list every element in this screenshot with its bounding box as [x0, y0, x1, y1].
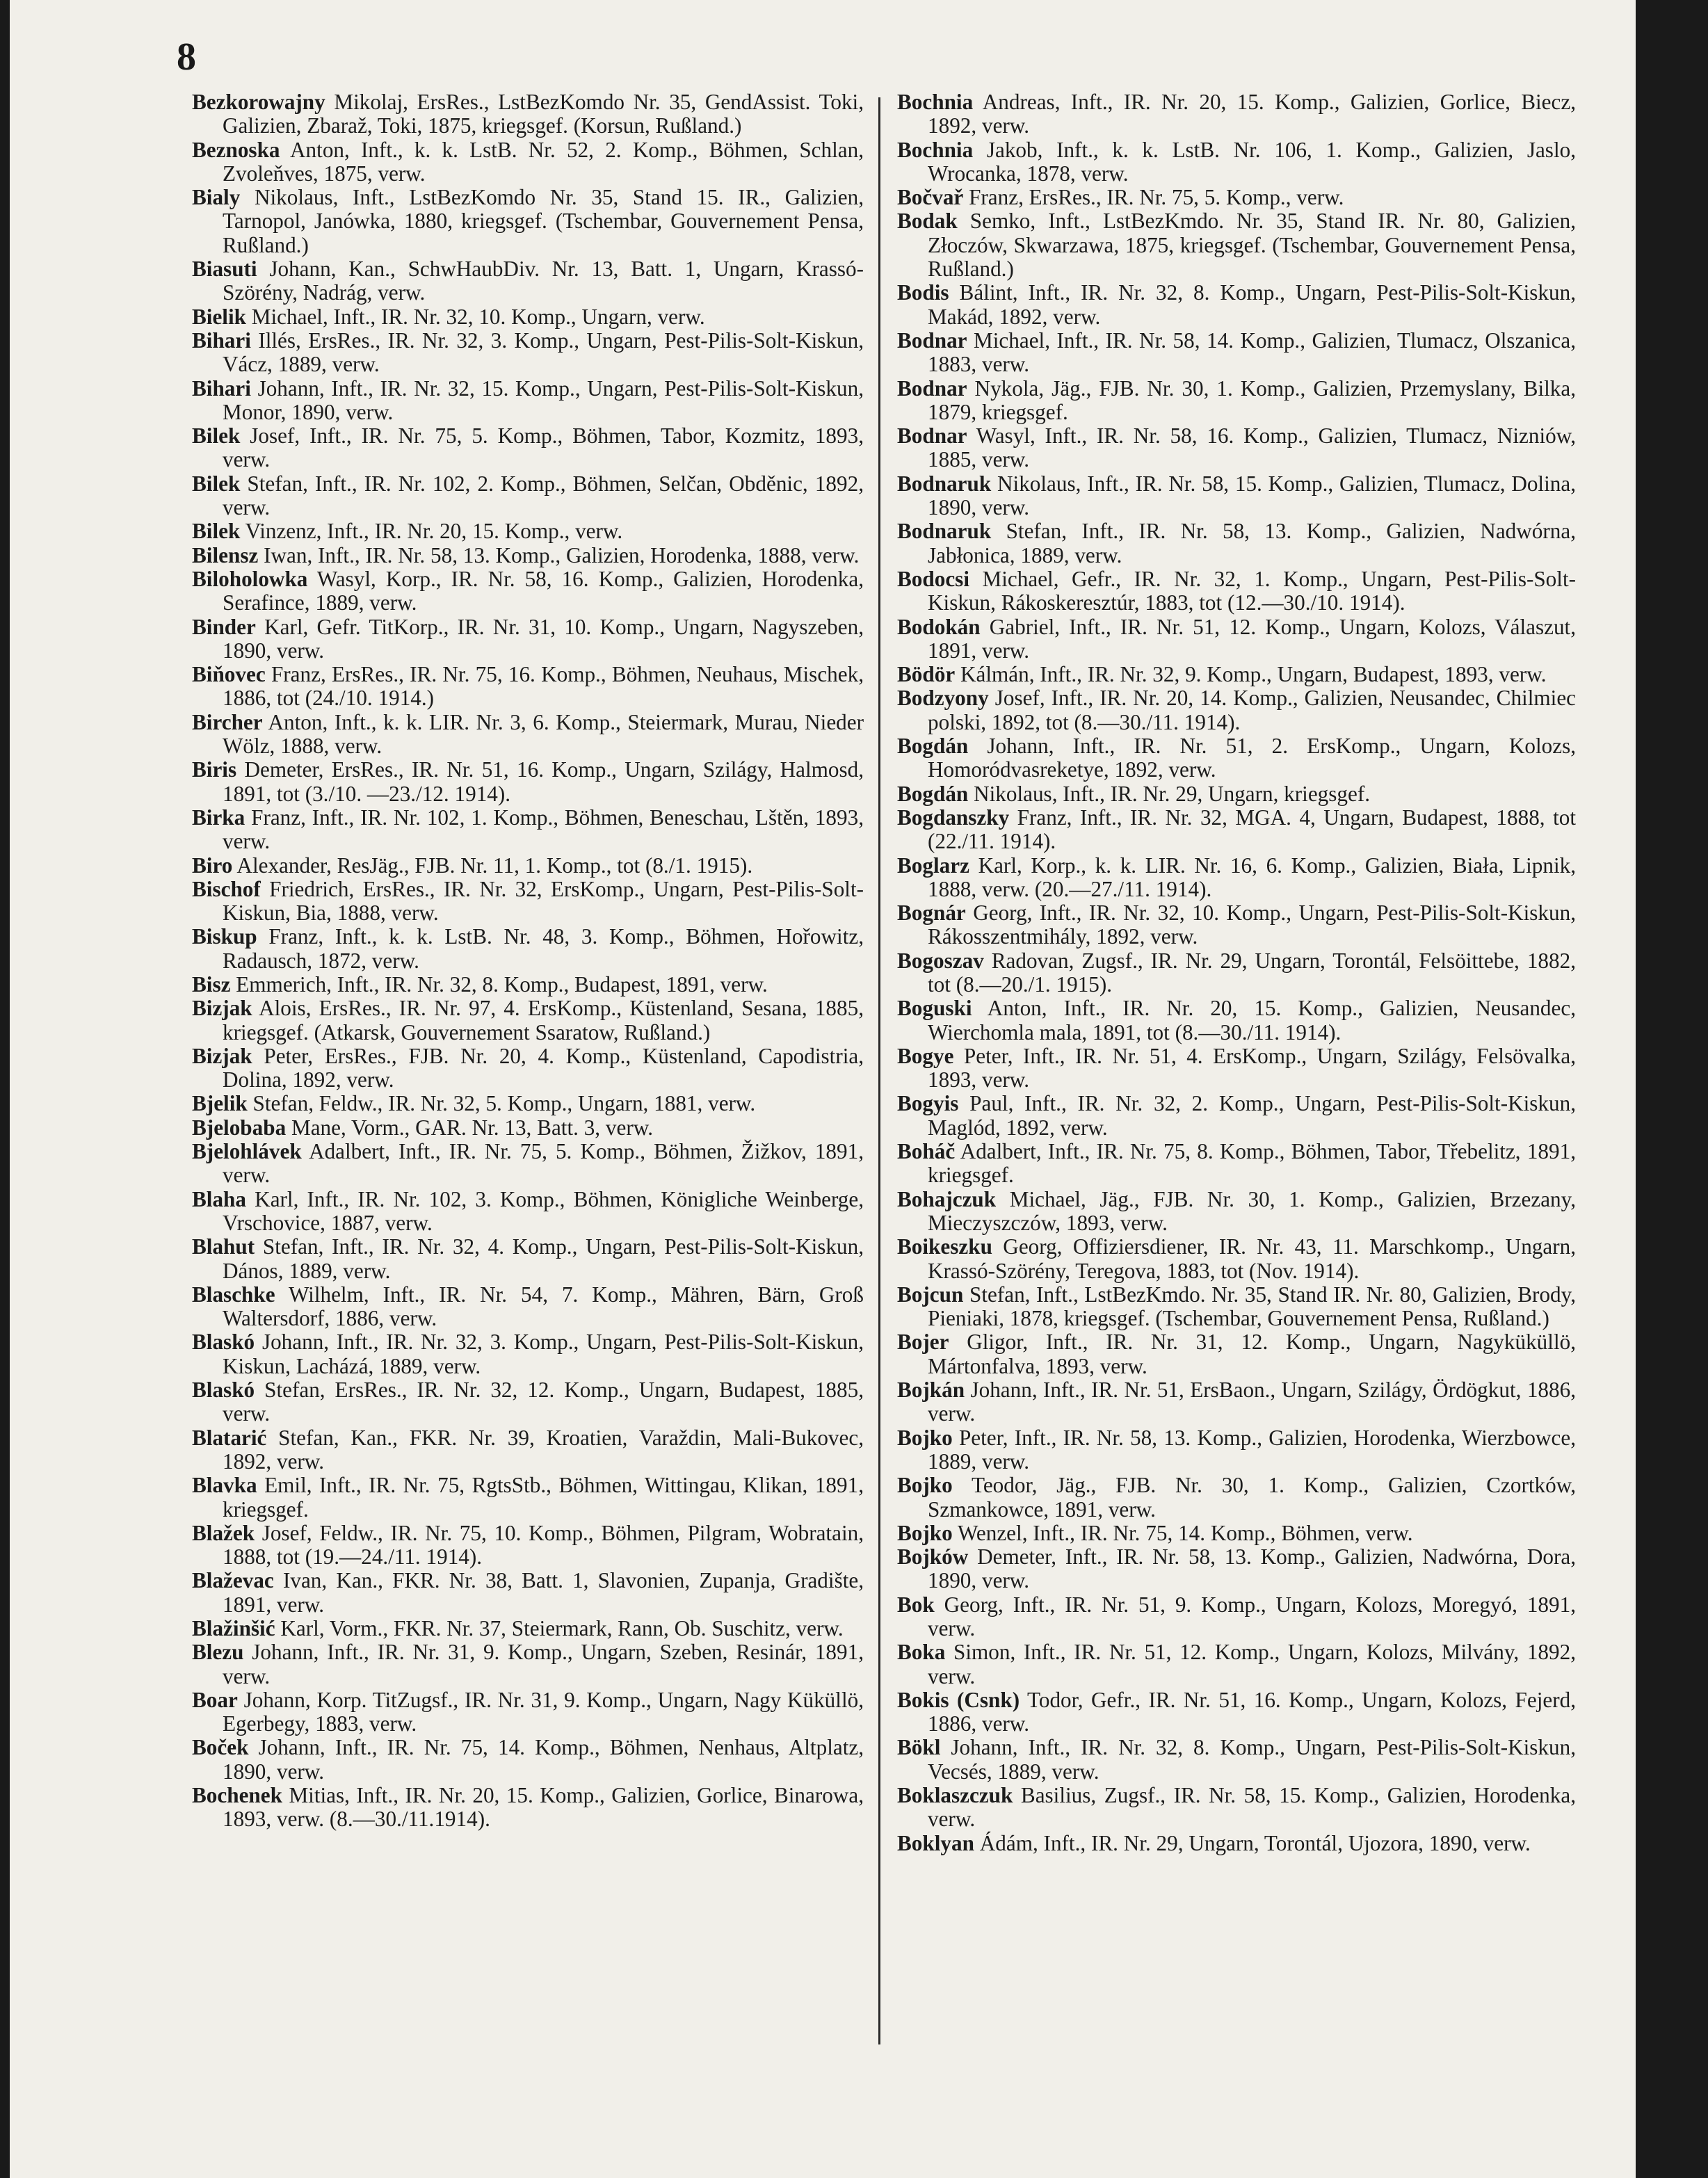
register-entry — [192, 472, 864, 520]
register-entry — [192, 1688, 864, 1736]
entry-details: Franz, Inft., IR. Nr. 102, 1. Komp., Böhmen, Beneschau, Lštěn, 1893, verw. — [223, 805, 864, 854]
entry-details: Demeter, Inft., IR. Nr. 58, 13. Komp., Galizien, Nadwórna, Dora, 1890, verw. — [928, 1544, 1576, 1593]
register-entry — [192, 329, 864, 377]
register-entry — [897, 1688, 1576, 1736]
entry-details: Franz, ErsRes., IR. Nr. 75, 16. Komp., Böhmen, Neuhaus, Mischek, 1886, tot (24./10. 1914.) — [223, 662, 864, 711]
register-entry — [192, 806, 864, 854]
entry-details: Stefan, Kan., FKR. Nr. 39, Kroatien, Varaždin, Mali-Bukovec, 1892, verw. — [223, 1425, 864, 1474]
entry-surname: Blaschke — [192, 1282, 275, 1307]
entry-surname: Bogdanszky — [897, 805, 1010, 830]
entry-details: Teodor, Jäg., FJB. Nr. 30, 1. Komp., Galizien, Czortków, Szmankowce, 1891, verw. — [928, 1473, 1576, 1522]
entry-details: Peter, Inft., IR. Nr. 58, 13. Komp., Galizien, Horodenka, Wierzbowce, 1889, verw. — [928, 1425, 1576, 1474]
entry-details: Karl, Korp., k. k. LIR. Nr. 16, 6. Komp., Galizien, Biała, Lipnik, 1888, verw. (20.—27./11. 1914). — [928, 853, 1576, 901]
entry-details: Karl, Inft., IR. Nr. 102, 3. Komp., Böhmen, Königliche Weinberge, Vrschovice, 1887, verw. — [223, 1186, 864, 1235]
register-entry — [897, 1832, 1576, 1855]
entry-details: Georg, Inft., IR. Nr. 32, 10. Komp., Ungarn, Pest-Pilis-Solt-Kiskun, Rákosszentmihály, 1892, verw. — [928, 901, 1576, 949]
entry-details: Ivan, Kan., FKR. Nr. 38, Batt. 1, Slavonien, Zupanja, Gradište, 1891, verw. — [223, 1568, 864, 1617]
entry-surname: Bökl — [897, 1735, 941, 1760]
entry-details: Nykola, Jäg., FJB. Nr. 30, 1. Komp., Galizien, Przemyslany, Bilka, 1879, kriegsgef. — [928, 376, 1577, 424]
entry-surname: Boikeszku — [897, 1234, 992, 1259]
entry-surname: Blahut — [192, 1234, 255, 1259]
entry-surname: Bihari — [192, 376, 251, 401]
entry-surname: Bilensz — [192, 542, 259, 567]
entry-surname: Bojer — [897, 1330, 949, 1355]
register-entry — [192, 90, 864, 138]
entry-details: Wenzel, Inft., IR. Nr. 75, 14. Komp., Böhmen, verw. — [957, 1520, 1413, 1545]
entry-surname: Bogye — [897, 1043, 954, 1068]
entry-surname: Blezu — [192, 1640, 244, 1665]
entry-surname: Bogoszav — [897, 948, 984, 973]
register-entry — [897, 1140, 1576, 1188]
register-entry — [192, 1474, 864, 1522]
register-entry — [192, 186, 864, 257]
register-entry — [192, 1640, 864, 1688]
register-entry — [192, 854, 864, 878]
entry-details: Adalbert, Inft., IR. Nr. 75, 8. Komp., Böhmen, Tabor, Třebelitz, 1891, kriegsgef. — [928, 1139, 1576, 1188]
entry-details: Michael, Gefr., IR. Nr. 32, 1. Komp., Ungarn, Pest-Pilis-Solt-Kiskun, Rákoskeresztúr, 1883, tot (12.—30./10. 1914). — [928, 566, 1576, 615]
register-entry — [897, 1736, 1576, 1784]
entry-details: Stefan, Feldw., IR. Nr. 32, 5. Komp., Ungarn, 1881, verw. — [252, 1091, 756, 1116]
page — [10, 0, 1636, 2178]
entry-surname: Beznoska — [192, 137, 280, 162]
entry-details: Anton, Inft., k. k. LIR. Nr. 3, 6. Komp., Steiermark, Murau, Nieder Wölz, 1888, verw. — [223, 709, 864, 759]
register-entry — [897, 663, 1576, 686]
entry-surname: Bischof — [192, 876, 261, 901]
register-entry — [897, 472, 1576, 520]
entry-surname: Bodzyony — [897, 686, 989, 711]
entry-surname: Bojko — [897, 1425, 953, 1450]
entry-surname: Boguski — [897, 996, 972, 1021]
entry-details: Wasyl, Inft., IR. Nr. 58, 16. Komp., Galizien, Tlumacz, Nizniów, 1885, verw. — [928, 424, 1577, 472]
entry-details: Vinzenz, Inft., IR. Nr. 20, 15. Komp., verw. — [245, 519, 623, 544]
register-entry — [897, 281, 1576, 329]
entry-details: Mikolaj, ErsRes., LstBezKomdo Nr. 35, GendAssist. Toki, Galizien, Zbaraž, Toki, 1875, kriegsgef. (Korsun, Rußland.) — [223, 90, 864, 138]
entry-details: Anton, Inft., k. k. LstB. Nr. 52, 2. Komp., Böhmen, Schlan, Zvoleňves, 1875, verw. — [223, 137, 864, 186]
entry-details: Johann, Inft., IR. Nr. 31, 9. Komp., Ungarn, Szeben, Resinár, 1891, verw. — [223, 1640, 864, 1688]
entry-details: Karl, Vorm., FKR. Nr. 37, Steiermark, Rann, Ob. Suschitz, verw. — [280, 1616, 844, 1640]
register-entry — [897, 806, 1576, 854]
register-entry — [897, 138, 1576, 186]
entry-details: Franz, ErsRes., IR. Nr. 75, 5. Komp., verw. — [969, 185, 1344, 210]
entry-surname: Bojków — [897, 1544, 969, 1570]
register-entry — [897, 1593, 1576, 1641]
register-entry — [192, 1116, 864, 1140]
register-entry — [897, 1378, 1576, 1426]
entry-details: Johann, Inft., IR. Nr. 51, 2. ErsKomp., Ungarn, Kolozs, Homoródvasreketye, 1892, verw. — [928, 734, 1576, 782]
register-entry — [897, 734, 1576, 782]
entry-surname: Bodis — [897, 280, 949, 305]
entry-details: Demeter, ErsRes., IR. Nr. 51, 16. Komp., Ungarn, Szilágy, Halmosd, 1891, tot (3./10. —23./12. 1914). — [223, 757, 864, 806]
entry-details: Alois, ErsRes., IR. Nr. 97, 4. ErsKomp., Küstenland, Sesana, 1885, kriegsgef. (Atkarsk, Gouvernement Ssaratow, Rußland.) — [223, 996, 864, 1044]
register-entry — [897, 901, 1576, 949]
register-entry — [897, 90, 1576, 138]
entry-surname: Boklyan — [897, 1830, 974, 1855]
entry-details: Radovan, Zugsf., IR. Nr. 29, Ungarn, Torontál, Felsöittebe, 1882, tot (8.—20./1. 1915). — [928, 948, 1576, 997]
entry-details: Bálint, Inft., IR. Nr. 32, 8. Komp., Ungarn, Pest-Pilis-Solt-Kiskun, Makád, 1892, verw. — [928, 280, 1577, 329]
entry-surname: Bisz — [192, 971, 231, 997]
register-entry — [897, 209, 1576, 281]
register-entry — [192, 544, 864, 567]
entry-surname: Bok — [897, 1592, 935, 1617]
entry-details: Stefan, ErsRes., IR. Nr. 32, 12. Komp., Ungarn, Budapest, 1885, verw. — [223, 1378, 864, 1426]
register-entry — [897, 1092, 1576, 1140]
entry-details: Mane, Vorm., GAR. Nr. 13, Batt. 3, verw. — [291, 1115, 654, 1140]
entry-details: Mitias, Inft., IR. Nr. 20, 15. Komp., Galizien, Gorlice, Binarowa, 1893, verw. (8.—30./11.1914). — [223, 1783, 864, 1832]
entry-details: Simon, Inft., IR. Nr. 51, 12. Komp., Ungarn, Kolozs, Milvány, 1892, verw. — [928, 1640, 1577, 1688]
entry-surname: Bojcun — [897, 1282, 964, 1307]
register-entry — [192, 567, 864, 615]
entry-surname: Bielik — [192, 304, 246, 329]
register-entry — [192, 257, 864, 305]
entry-details: Iwan, Inft., IR. Nr. 58, 13. Komp., Galizien, Horodenka, 1888, verw. — [264, 542, 860, 567]
entry-surname: Bilek — [192, 519, 241, 544]
entry-surname: Bogyis — [897, 1091, 959, 1116]
entry-details: Johann, Inft., IR. Nr. 32, 15. Komp., Ungarn, Pest-Pilis-Solt-Kiskun, Monor, 1890, verw. — [223, 376, 864, 424]
entry-details: Peter, Inft., IR. Nr. 51, 4. ErsKomp., Ungarn, Szilágy, Felsövalka, 1893, verw. — [928, 1043, 1577, 1092]
register-entry — [192, 1617, 864, 1640]
page-number: 8 — [177, 35, 196, 79]
entry-surname: Bihari — [192, 328, 251, 353]
entry-details: Michael, Inft., IR. Nr. 32, 10. Komp., Ungarn, verw. — [251, 304, 705, 329]
entry-surname: Birka — [192, 805, 245, 830]
register-entry — [897, 1784, 1576, 1832]
entry-surname: Bjelohlávek — [192, 1139, 302, 1164]
register-entry — [897, 949, 1576, 997]
register-entry — [192, 663, 864, 711]
register-entry — [897, 997, 1576, 1044]
entry-surname: Blaha — [192, 1186, 246, 1211]
entry-details: Friedrich, ErsRes., IR. Nr. 32, ErsKomp., Ungarn, Pest-Pilis-Solt-Kiskun, Bia, 1888, verw. — [223, 876, 864, 926]
entry-details: Emmerich, Inft., IR. Nr. 32, 8. Komp., Budapest, 1891, verw. — [236, 971, 768, 997]
entry-details: Kálmán, Inft., IR. Nr. 32, 9. Komp., Ungarn, Budapest, 1893, verw. — [960, 662, 1547, 687]
entry-surname: Bochenek — [192, 1783, 282, 1808]
entry-details: Stefan, Inft., IR. Nr. 32, 4. Komp., Ungarn, Pest-Pilis-Solt-Kiskun, Dános, 1889, verw. — [223, 1234, 864, 1283]
register-entry — [897, 567, 1576, 615]
entry-surname: Biskup — [192, 924, 257, 949]
entry-surname: Boar — [192, 1687, 238, 1712]
entry-surname: Bodak — [897, 209, 958, 234]
register-entry — [192, 519, 864, 543]
entry-surname: Bokis (Csnk) — [897, 1687, 1020, 1712]
entry-details: Peter, ErsRes., FJB. Nr. 20, 4. Komp., Küstenland, Capodistria, Dolina, 1892, verw. — [223, 1043, 864, 1092]
register-entry — [192, 615, 864, 663]
register-entry — [897, 424, 1576, 472]
register-entry — [192, 424, 864, 472]
entry-surname: Bodnar — [897, 328, 967, 353]
register-entry — [897, 1640, 1576, 1688]
entry-surname: Bočvař — [897, 185, 964, 210]
entry-surname: Bognár — [897, 901, 966, 926]
entry-details: Andreas, Inft., IR. Nr. 20, 15. Komp., Galizien, Gorlice, Biecz, 1892, verw. — [928, 90, 1576, 138]
entry-surname: Bogdán — [897, 781, 969, 806]
register-entry — [897, 1522, 1576, 1545]
entry-details: Semko, Inft., LstBezKmdo. Nr. 35, Stand IR. Nr. 80, Galizien, Złoczów, Skwarzawa, 1875, kriegsgef. (Tschembar, Gouvernement Pensa, Rußland.) — [928, 209, 1576, 282]
entry-details: Karl, Gefr. TitKorp., IR. Nr. 31, 10. Komp., Ungarn, Nagyszeben, 1890, verw. — [223, 614, 864, 663]
entry-details: Johann, Korp. TitZugsf., IR. Nr. 31, 9. Komp., Ungarn, Nagy Küküllö, Egerbegy, 1883, verw. — [223, 1687, 864, 1736]
entry-details: Johann, Inft., IR. Nr. 51, ErsBaon., Ungarn, Szilágy, Ördögkut, 1886, verw. — [928, 1378, 1576, 1426]
register-entry — [897, 686, 1576, 734]
entry-surname: Bezkorowajny — [192, 90, 325, 114]
entry-details: Nikolaus, Inft., IR. Nr. 58, 15. Komp., Galizien, Tlumacz, Dolina, 1890, verw. — [928, 471, 1576, 520]
entry-surname: Bodnar — [897, 376, 967, 401]
register-entry — [192, 711, 864, 759]
register-entry — [192, 1188, 864, 1236]
register-entry — [897, 1283, 1576, 1331]
entry-details: Illés, ErsRes., IR. Nr. 32, 3. Komp., Ungarn, Pest-Pilis-Solt-Kiskun, Vácz, 1889, verw. — [223, 328, 864, 377]
entry-details: Georg, Inft., IR. Nr. 51, 9. Komp., Ungarn, Kolozs, Moregyó, 1891, verw. — [928, 1592, 1577, 1640]
register-entry — [897, 615, 1576, 663]
entry-surname: Bojkán — [897, 1378, 965, 1403]
entry-surname: Bjelik — [192, 1091, 248, 1116]
register-entry — [897, 854, 1576, 902]
entry-surname: Blaževac — [192, 1568, 274, 1593]
register-entry — [897, 1330, 1576, 1378]
entry-surname: Bödör — [897, 662, 956, 687]
register-entry — [897, 1426, 1576, 1474]
right-column — [897, 90, 1576, 1855]
register-entry — [192, 377, 864, 425]
register-entry — [192, 997, 864, 1044]
entry-surname: Boháč — [897, 1139, 956, 1164]
entry-surname: Blaskó — [192, 1378, 255, 1403]
entry-surname: Boček — [192, 1735, 249, 1760]
entry-details: Johann, Inft., IR. Nr. 75, 14. Komp., Böhmen, Nenhaus, Altplatz, 1890, verw. — [223, 1735, 864, 1784]
entry-surname: Bodocsi — [897, 566, 969, 591]
register-entry — [192, 1092, 864, 1115]
entry-surname: Bilek — [192, 471, 241, 496]
register-entry — [192, 1522, 864, 1570]
entry-surname: Bodnaruk — [897, 471, 992, 496]
column-divider — [878, 97, 880, 2044]
register-entry — [192, 1378, 864, 1426]
entry-details: Michael, Inft., IR. Nr. 58, 14. Komp., Galizien, Tlumacz, Olszanica, 1883, verw. — [928, 328, 1576, 377]
entry-surname: Bjelobaba — [192, 1115, 287, 1140]
register-entry — [192, 925, 864, 973]
entry-surname: Blatarić — [192, 1425, 267, 1450]
register-entry — [897, 1474, 1576, 1522]
register-entry — [897, 1545, 1576, 1593]
entry-details: Josef, Feldw., IR. Nr. 75, 10. Komp., Böhmen, Pilgram, Wobratain, 1888, tot (19.—24./11. 1914). — [223, 1520, 864, 1570]
register-entry — [897, 1188, 1576, 1236]
register-entry — [192, 1283, 864, 1331]
register-entry — [897, 519, 1576, 567]
register-entry — [897, 377, 1576, 425]
register-entry — [192, 1140, 864, 1188]
entry-surname: Blažek — [192, 1520, 255, 1545]
entry-details: Nikolaus, Inft., IR. Nr. 29, Ungarn, kriegsgef. — [974, 781, 1371, 806]
entry-surname: Biasuti — [192, 257, 257, 282]
register-entry — [192, 1426, 864, 1474]
entry-details: Josef, Inft., IR. Nr. 20, 14. Komp., Galizien, Neusandec, Chilmiec polski, 1892, tot (8.—30./11. 1914). — [928, 686, 1576, 734]
entry-surname: Blavka — [192, 1473, 257, 1498]
entry-details: Gligor, Inft., IR. Nr. 31, 12. Komp., Ungarn, Nagyküküllö, Mártonfalva, 1893, verw. — [928, 1330, 1576, 1378]
entry-surname: Binder — [192, 614, 256, 639]
register-entry — [192, 1330, 864, 1378]
register-entry — [192, 973, 864, 997]
register-entry — [897, 782, 1576, 806]
entry-surname: Bizjak — [192, 996, 252, 1021]
entry-surname: Biloholowka — [192, 566, 308, 591]
entry-details: Wasyl, Korp., IR. Nr. 58, 16. Komp., Galizien, Horodenka, Serafince, 1889, verw. — [223, 566, 864, 615]
entry-surname: Bojko — [897, 1473, 953, 1498]
entry-details: Todor, Gefr., IR. Nr. 51, 16. Komp., Ungarn, Kolozs, Fejerd, 1886, verw. — [928, 1687, 1577, 1736]
entry-details: Franz, Inft., IR. Nr. 32, MGA. 4, Ungarn, Budapest, 1888, tot (22./11. 1914). — [928, 805, 1576, 854]
register-entry — [897, 1235, 1576, 1283]
entry-details: Emil, Inft., IR. Nr. 75, RgtsStb., Böhmen, Wittingau, Klikan, 1891, kriegsgef. — [223, 1473, 864, 1522]
register-entry — [192, 1569, 864, 1617]
entry-surname: Bialy — [192, 185, 241, 210]
entry-surname: Bodnaruk — [897, 519, 992, 544]
entry-details: Alexander, ResJäg., FJB. Nr. 11, 1. Komp., tot (8./1. 1915). — [236, 853, 753, 878]
entry-details: Georg, Offiziersdiener, IR. Nr. 43, 11. Marschkomp., Ungarn, Krassó-Szörény, Teregova, 1883, tot (Nov. 1914). — [928, 1234, 1577, 1283]
entry-surname: Bohajczuk — [897, 1186, 997, 1211]
entry-surname: Bodokán — [897, 614, 981, 639]
entry-surname: Bilek — [192, 424, 241, 449]
entry-details: Josef, Inft., IR. Nr. 75, 5. Komp., Böhmen, Tabor, Kozmitz, 1893, verw. — [223, 424, 864, 472]
entry-details: Michael, Jäg., FJB. Nr. 30, 1. Komp., Galizien, Brzezany, Mieczyszczów, 1893, verw. — [928, 1186, 1577, 1235]
entry-details: Johann, Inft., IR. Nr. 32, 3. Komp., Ungarn, Pest-Pilis-Solt-Kiskun, Kiskun, Lacházá, 1889, verw. — [223, 1330, 864, 1378]
entry-details: Paul, Inft., IR. Nr. 32, 2. Komp., Ungarn, Pest-Pilis-Solt-Kiskun, Maglód, 1892, verw. — [928, 1091, 1576, 1140]
entry-details: Wilhelm, Inft., IR. Nr. 54, 7. Komp., Mähren, Bärn, Groß Waltersdorf, 1886, verw. — [223, 1282, 864, 1331]
register-entry — [192, 1235, 864, 1283]
entry-surname: Bojko — [897, 1520, 953, 1545]
register-entry — [897, 1044, 1576, 1092]
entry-surname: Bogdán — [897, 734, 969, 759]
entry-surname: Boka — [897, 1640, 946, 1665]
entry-details: Jakob, Inft., k. k. LstB. Nr. 106, 1. Komp., Galizien, Jaslo, Wrocanka, 1878, verw. — [928, 137, 1577, 186]
register-entry — [192, 1044, 864, 1092]
register-entry — [192, 305, 864, 329]
entry-details: Gabriel, Inft., IR. Nr. 51, 12. Komp., Ungarn, Kolozs, Válaszut, 1891, verw. — [928, 614, 1577, 663]
left-column — [192, 90, 864, 1832]
entry-surname: Bodnar — [897, 424, 967, 449]
register-entry — [897, 329, 1576, 377]
entry-surname: Bircher — [192, 709, 263, 734]
entry-surname: Bochnia — [897, 90, 974, 114]
entry-details: Ádám, Inft., IR. Nr. 29, Ungarn, Torontál, Ujozora, 1890, verw. — [979, 1830, 1531, 1855]
entry-surname: Biňovec — [192, 662, 266, 687]
entry-surname: Bizjak — [192, 1043, 252, 1068]
entry-surname: Biro — [192, 853, 233, 878]
entry-surname: Boklaszczuk — [897, 1783, 1013, 1808]
entry-surname: Blaskó — [192, 1330, 255, 1355]
register-entry — [192, 1784, 864, 1832]
entry-details: Franz, Inft., k. k. LstB. Nr. 48, 3. Komp., Böhmen, Hořowitz, Radausch, 1872, verw. — [223, 924, 864, 973]
entry-details: Johann, Inft., IR. Nr. 32, 8. Komp., Ungarn, Pest-Pilis-Solt-Kiskun, Vecsés, 1889, verw. — [928, 1735, 1576, 1784]
entry-details: Stefan, Inft., IR. Nr. 58, 13. Komp., Galizien, Nadwórna, Jabłonica, 1889, verw. — [928, 519, 1576, 567]
register-entry — [192, 138, 864, 186]
entry-details: Stefan, Inft., IR. Nr. 102, 2. Komp., Böhmen, Selčan, Obděnic, 1892, verw. — [223, 471, 864, 520]
register-entry — [192, 878, 864, 926]
register-entry — [192, 1736, 864, 1784]
entry-details: Nikolaus, Inft., LstBezKomdo Nr. 35, Stand 15. IR., Galizien, Tarnopol, Janówka, 1880, kriegsgef. (Tschembar, Gouvernement Pensa, Rußland.) — [223, 185, 864, 257]
register-entry — [192, 758, 864, 806]
entry-details: Adalbert, Inft., IR. Nr. 75, 5. Komp., Böhmen, Žižkov, 1891, verw. — [223, 1139, 864, 1188]
entry-surname: Bochnia — [897, 137, 974, 162]
entry-details: Basilius, Zugsf., IR. Nr. 58, 15. Komp., Galizien, Horodenka, verw. — [928, 1783, 1577, 1832]
entry-surname: Boglarz — [897, 853, 969, 878]
entry-details: Stefan, Inft., LstBezKmdo. Nr. 35, Stand IR. Nr. 80, Galizien, Brody, Pieniaki, 1878, kriegsgef. (Tschembar, Gouvernement Pensa, Rußland.) — [928, 1282, 1576, 1331]
entry-details: Johann, Kan., SchwHaubDiv. Nr. 13, Batt. 1, Ungarn, Krassó-Szörény, Nadrág, verw. — [223, 257, 864, 305]
entry-surname: Biris — [192, 757, 237, 782]
register-entry — [897, 186, 1576, 209]
entry-surname: Blažinšić — [192, 1616, 275, 1640]
entry-details: Anton, Inft., IR. Nr. 20, 15. Komp., Galizien, Neusandec, Wierchomla mala, 1891, tot (8.—30./11. 1914). — [928, 996, 1576, 1044]
